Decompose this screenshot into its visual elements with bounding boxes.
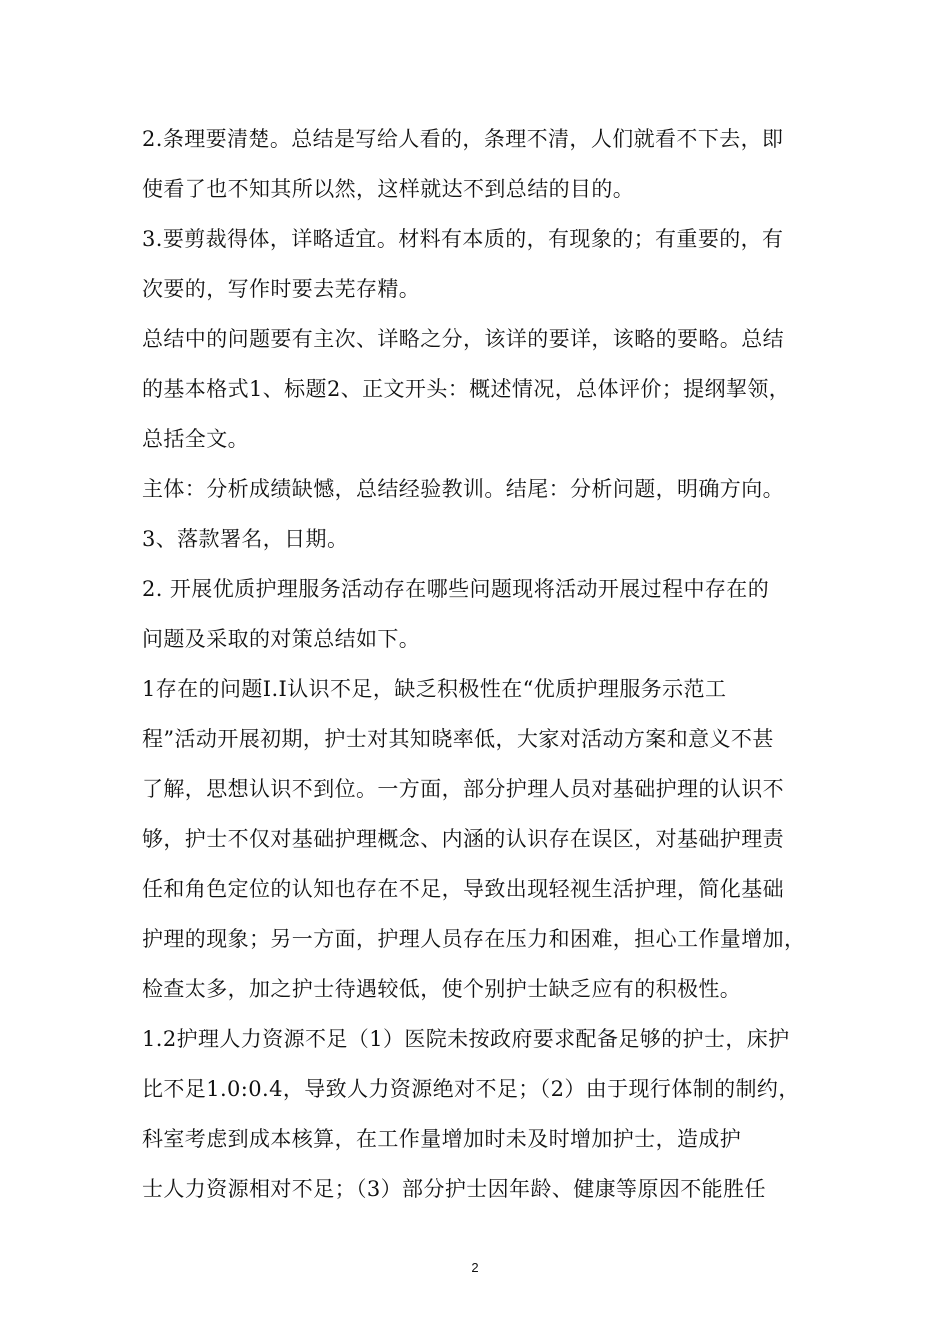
text-line: 比不足1.0:0.4，导致人力资源绝对不足；（2）由于现行体制的制约， [142,1077,800,1101]
text-line: 主体：分析成绩缺憾，总结经验教训。结尾：分析问题，明确方向。 [142,477,784,501]
text-line: 3、落款署名，日期。 [142,527,349,551]
text-line: 任和角色定位的认知也存在不足，导致出现轻视生活护理，简化基础 [142,877,784,901]
text-line: 使看了也不知其所以然，这样就达不到总结的目的。 [142,177,635,201]
text-line: 总括全文。 [142,427,249,451]
text-line: 总结中的问题要有主次、详略之分，该详的要详，该略的要略。总结 [142,327,784,351]
text-line: 程”活动开展初期，护士对其知晓率低，大家对活动方案和意义不甚 [142,727,774,751]
text-line: 士人力资源相对不足；（3）部分护士因年龄、健康等原因不能胜任 [142,1177,766,1201]
text-line: 的基本格式1、标题2、正文开头：概述情况，总体评价；提纲挈领， [142,377,791,401]
page-number: 2 [471,1260,479,1275]
text-line: 3.要剪裁得体，详略适宜。材料有本质的，有现象的；有重要的，有 [142,227,784,251]
text-line: 2. 开展优质护理服务活动存在哪些问题现将活动开展过程中存在的 [142,577,770,601]
text-line: 次要的，写作时要去芜存精。 [142,277,421,301]
text-line: 问题及采取的对策总结如下。 [142,627,421,651]
text-line: 检查太多，加之护士待遇较低，使个别护士缺乏应有的积极性。 [142,977,742,1001]
text-line: 够，护士不仅对基础护理概念、内涵的认识存在误区，对基础护理责 [142,827,784,851]
text-line: 1存在的问题I.I认识不足，缺乏积极性在“优质护理服务示范工 [142,677,727,701]
text-line: 科室考虑到成本核算，在工作量增加时未及时增加护士，造成护 [142,1127,742,1151]
text-line: 2.条理要清楚。总结是写给人看的，条理不清，人们就看不下去，即 [142,127,784,151]
text-line: 1.2护理人力资源不足（1）医院未按政府要求配备足够的护士，床护 [142,1027,790,1051]
text-line: 护理的现象；另一方面，护理人员存在压力和困难，担心工作量增加， [142,927,806,951]
text-line: 了解，思想认识不到位。一方面，部分护理人员对基础护理的认识不 [142,777,784,801]
